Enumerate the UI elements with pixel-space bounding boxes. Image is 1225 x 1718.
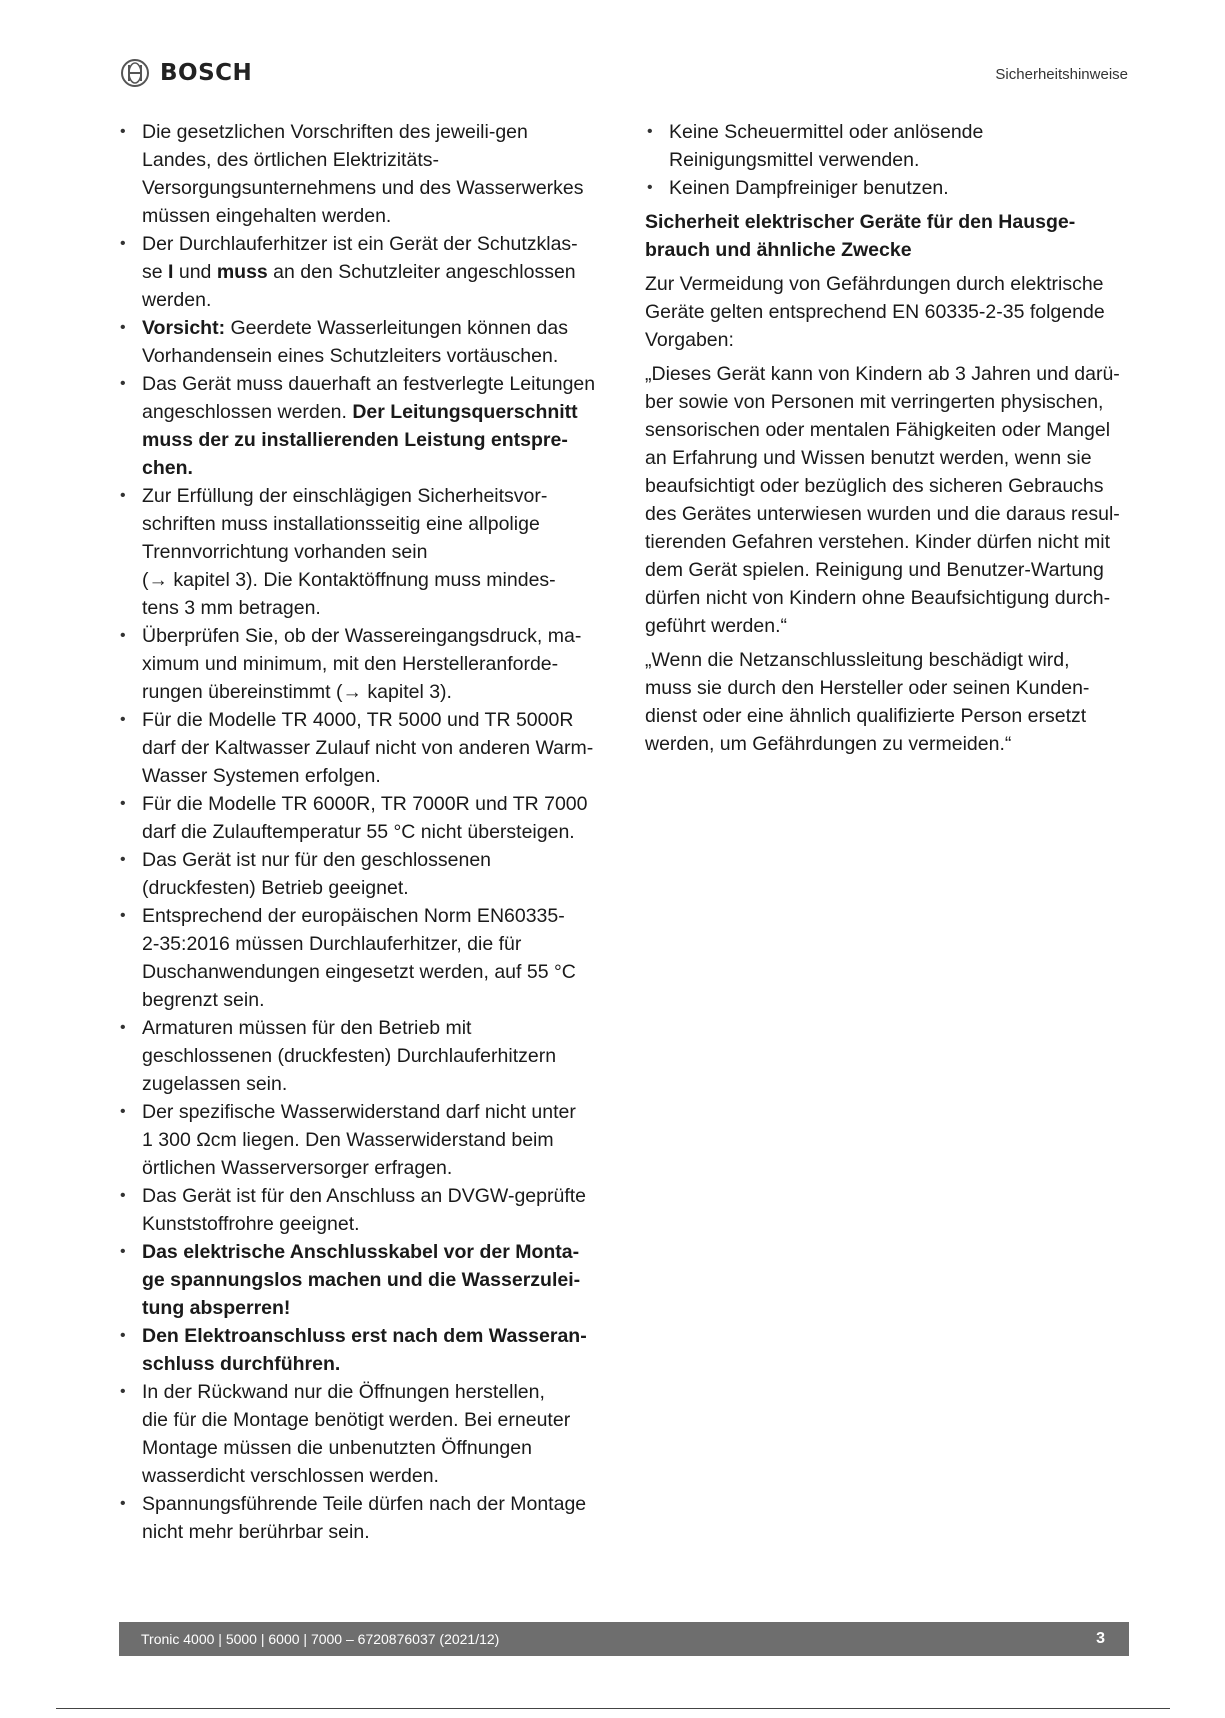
list-item (118, 846, 608, 902)
list-item (118, 482, 608, 622)
brand-name: BOSCH (160, 60, 253, 86)
text-line: Vorgaben: (645, 329, 734, 351)
footer-bar (119, 1622, 1129, 1656)
left-column (118, 118, 608, 1546)
text-line: die für die Montage benötigt werden. Bei erneuter (142, 1409, 571, 1431)
text-line: Montage müssen die unbenutzten Öffnungen (142, 1437, 532, 1459)
list-item (118, 1098, 608, 1182)
text-line: • Überprüfen Sie, ob der Wassereingangsdruck, ma- (142, 625, 582, 647)
safety-list (118, 118, 608, 1546)
text-line: • Für die Modelle TR 6000R, TR 7000R und TR 7000 (142, 793, 588, 815)
list-item (118, 370, 608, 482)
list-item (118, 622, 608, 706)
text-line: • Spannungsführende Teile dürfen nach der Montage (142, 1493, 587, 1515)
brand-logo (120, 58, 252, 88)
text-line: • In der Rückwand nur die Öffnungen herstellen, (142, 1381, 545, 1403)
text-line: muss der zu installierenden Leistung entspre- (142, 429, 568, 451)
paragraph (645, 360, 1135, 640)
paragraph (645, 270, 1135, 354)
text-line: tung absperren! (142, 1297, 291, 1319)
text-line: • Armaturen müssen für den Betrieb mit (142, 1017, 472, 1039)
text-line: darf die Zulauftemperatur 55 °C nicht übersteigen. (142, 821, 575, 843)
text-line: des Gerätes unterwiesen wurden und die daraus resul- (645, 503, 1120, 525)
text-line: „Dieses Gerät kann von Kindern ab 3 Jahren und darü- (645, 363, 1120, 385)
list-item (118, 1238, 608, 1322)
text-line: Kunststoffrohre geeignet. (142, 1213, 360, 1235)
list-item (118, 314, 608, 370)
text-line: geführt werden.“ (645, 615, 787, 637)
heading-line: Sicherheit elektrischer Geräte für den Hausge- (645, 211, 1076, 233)
text-line: geschlossenen (druckfesten) Durchlauferhitzern (142, 1045, 557, 1067)
text-line: • Das Gerät ist für den Anschluss an DVGW-geprüfte (142, 1185, 587, 1207)
text-line: Vorhandensein eines Schutzleiters vortäuschen. (142, 345, 559, 367)
cleaning-list (645, 118, 1135, 202)
text-line: Landes, des örtlichen Elektrizitäts- (142, 149, 439, 171)
text-line: tens 3 mm betragen. (142, 597, 321, 619)
list-item (118, 118, 608, 230)
list-item (645, 174, 1135, 202)
text-line: sensorischen oder mentalen Fähigkeiten oder Mangel (645, 419, 1111, 441)
text-line: Wasser Systemen erfolgen. (142, 765, 381, 787)
text-line: chen. (142, 457, 193, 479)
text-line: dem Gerät spielen. Reinigung und Benutzer-Wartung (645, 559, 1104, 581)
right-column (645, 118, 1135, 764)
page-number: 3 (1096, 1630, 1105, 1647)
list-item (118, 706, 608, 790)
text-line: • Vorsicht: Geerdete Wasserleitungen können das (142, 317, 568, 339)
list-item (645, 118, 1135, 174)
text-line: • Zur Erfüllung der einschlägigen Sicherheitsvor- (142, 485, 548, 507)
text-line: müssen eingehalten werden. (142, 205, 392, 227)
text-line: zugelassen sein. (142, 1073, 288, 1095)
text-line: Reinigungsmittel verwenden. (669, 149, 920, 171)
footer-text: Tronic 4000 | 5000 | 6000 | 7000 – 6720876037 (2021/12) (141, 1631, 500, 1647)
text-line: rungen übereinstimmt (→ kapitel 3). (142, 681, 452, 703)
list-item (118, 1490, 608, 1546)
bosch-armature-icon (120, 58, 150, 88)
text-line: werden. (142, 289, 212, 311)
text-line: ximum und minimum, mit den Herstelleranforde- (142, 653, 559, 675)
text-line: Trennvorrichtung vorhanden sein (142, 541, 428, 563)
text-line: • Den Elektroanschluss erst nach dem Wasseran- (142, 1325, 587, 1347)
section-heading (645, 208, 1135, 264)
text-line: schluss durchführen. (142, 1353, 341, 1375)
paragraph (645, 646, 1135, 758)
text-line: (druckfesten) Betrieb geeignet. (142, 877, 409, 899)
text-line: • Der Durchlauferhitzer ist ein Gerät der Schutzklas- (142, 233, 578, 255)
text-line: Duschanwendungen eingesetzt werden, auf 55 °C (142, 961, 576, 983)
text-line: werden, um Gefährdungen zu vermeiden.“ (645, 733, 1012, 755)
text-line: • Keinen Dampfreiniger benutzen. (669, 177, 949, 199)
text-line: „Wenn die Netzanschlussleitung beschädigt wird, (645, 649, 1070, 671)
text-line: se I und muss an den Schutzleiter angeschlossen (142, 261, 576, 283)
text-line: • Das elektrische Anschlusskabel vor der Monta- (142, 1241, 580, 1263)
list-item (118, 902, 608, 1014)
list-item (118, 1014, 608, 1098)
text-line: • Entsprechend der europäischen Norm EN60335- (142, 905, 565, 927)
list-item (118, 1322, 608, 1378)
text-line: • Keine Scheuermittel oder anlösende (669, 121, 984, 143)
text-line: ber sowie von Personen mit verringerten physischen, (645, 391, 1104, 413)
text-line: muss sie durch den Hersteller oder seinen Kunden- (645, 677, 1090, 699)
divider (56, 1708, 1170, 1709)
list-item (118, 1378, 608, 1490)
text-line: schriften muss installationsseitig eine allpolige (142, 513, 540, 535)
text-line: ge spannungslos machen und die Wasserzulei- (142, 1269, 581, 1291)
heading-line: brauch und ähnliche Zwecke (645, 239, 912, 261)
text-line: Geräte gelten entsprechend EN 60335-2-35 folgende (645, 301, 1105, 323)
list-item (118, 230, 608, 314)
list-item (118, 790, 608, 846)
text-line: begrenzt sein. (142, 989, 265, 1011)
text-line: angeschlossen werden. Der Leitungsquerschnitt (142, 401, 578, 423)
text-line: • Die gesetzlichen Vorschriften des jeweili-gen (142, 121, 528, 143)
text-line: tierenden Gefahren verstehen. Kinder dürfen nicht mit (645, 531, 1111, 553)
text-line: • Das Gerät muss dauerhaft an festverlegte Leitungen (142, 373, 596, 395)
text-line: Zur Vermeidung von Gefährdungen durch elektrische (645, 273, 1104, 295)
text-line: dienst oder eine ähnlich qualifizierte Person ersetzt (645, 705, 1087, 727)
text-line: (→ kapitel 3). Die Kontaktöffnung muss mindes- (142, 569, 556, 591)
text-line: dürfen nicht von Kindern ohne Beaufsichtigung durch- (645, 587, 1111, 609)
text-line: wasserdicht verschlossen werden. (142, 1465, 439, 1487)
text-line: an Erfahrung und Wissen benutzt werden, wenn sie (645, 447, 1092, 469)
text-line: 2-35:2016 müssen Durchlauferhitzer, die für (142, 933, 522, 955)
list-item (118, 1182, 608, 1238)
text-line: • Das Gerät ist nur für den geschlossenen (142, 849, 492, 871)
text-line: örtlichen Wasserversorger erfragen. (142, 1157, 453, 1179)
section-title: Sicherheitshinweise (995, 66, 1128, 83)
text-line: beaufsichtigt oder bezüglich des sicheren Gebrauchs (645, 475, 1104, 497)
text-line: 1 300 Ωcm liegen. Den Wasserwiderstand beim (142, 1129, 554, 1151)
text-line: Versorgungsunternehmens und des Wasserwerkes (142, 177, 584, 199)
text-line: • Der spezifische Wasserwiderstand darf nicht unter (142, 1101, 576, 1123)
text-line: darf der Kaltwasser Zulauf nicht von anderen Warm- (142, 737, 594, 759)
text-line: nicht mehr berührbar sein. (142, 1521, 370, 1543)
text-line: • Für die Modelle TR 4000, TR 5000 und TR 5000R (142, 709, 574, 731)
